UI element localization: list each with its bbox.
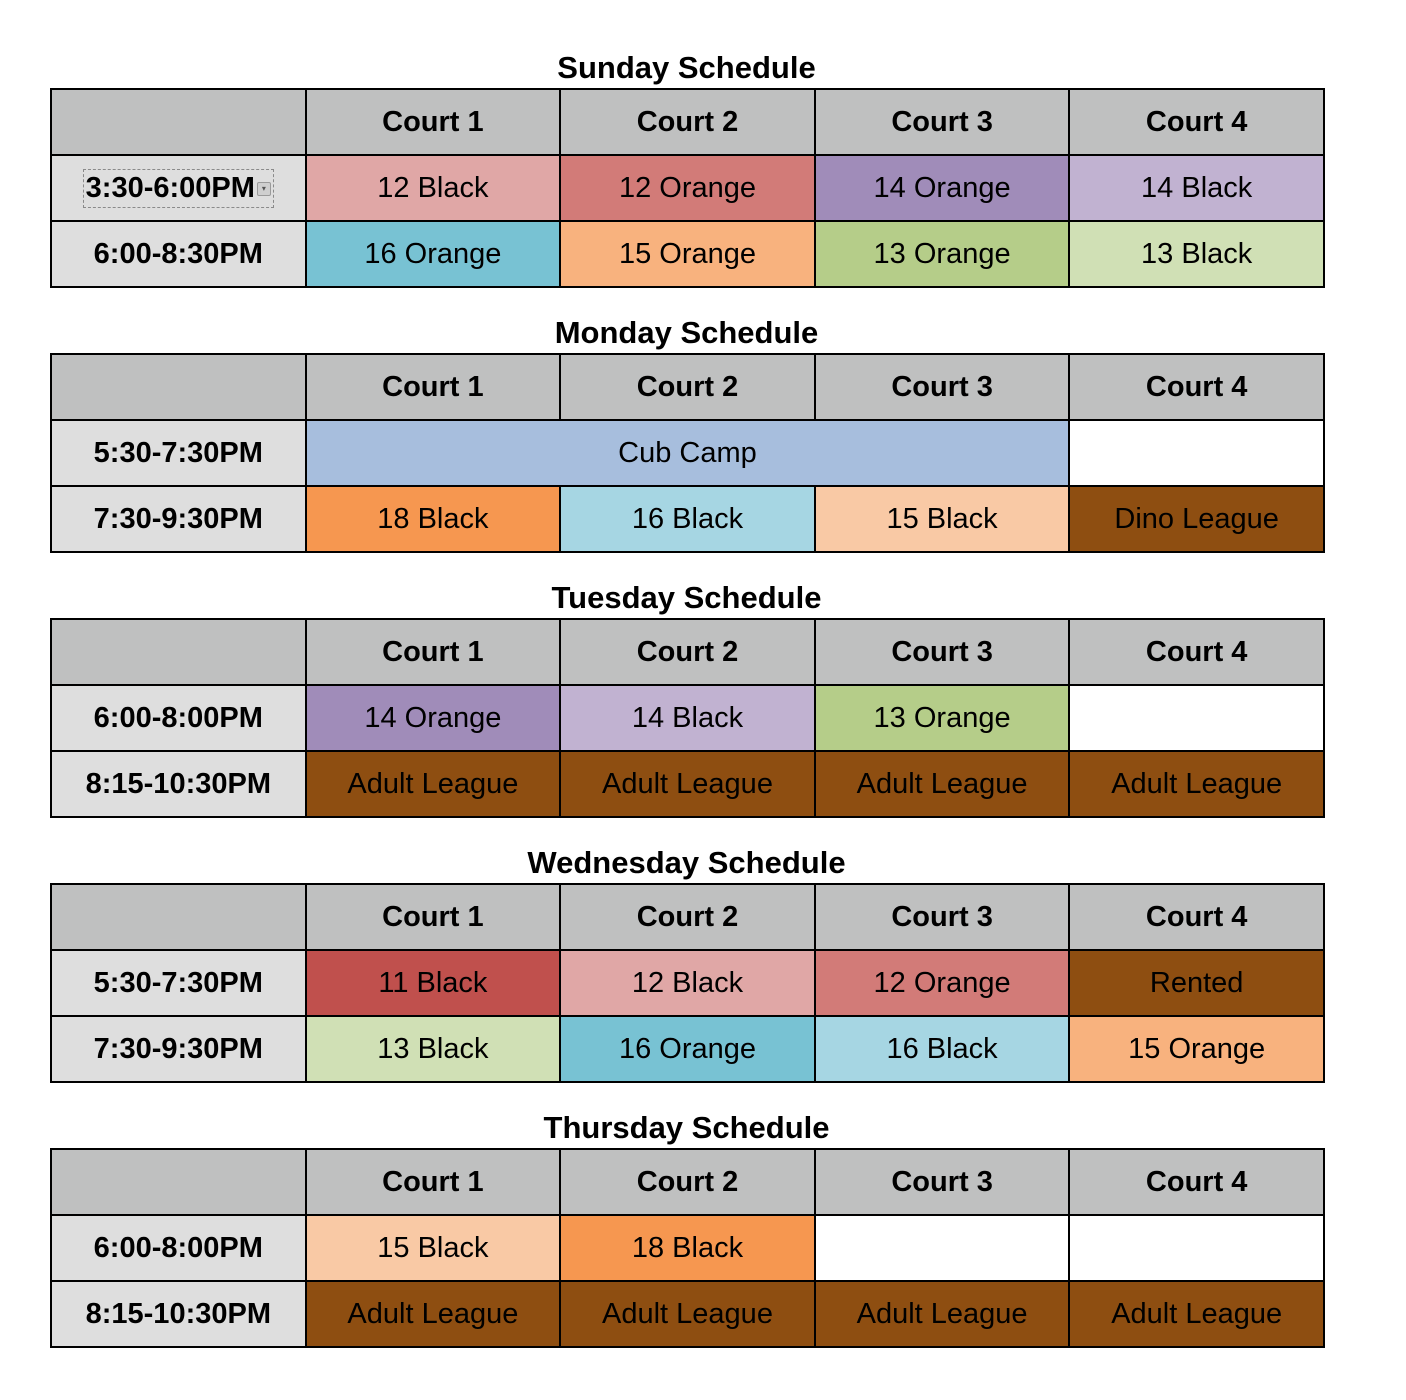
assignment-cell[interactable]: 14 Black (560, 685, 815, 751)
time-slot-cell[interactable]: 5:30-7:30PM (51, 950, 306, 1016)
time-slot-cell[interactable]: 8:15-10:30PM (51, 751, 306, 817)
court-header[interactable]: Court 2 (560, 619, 815, 685)
schedule-table (50, 1148, 1325, 1348)
court-header[interactable]: Court 2 (560, 89, 815, 155)
court-header[interactable]: Court 2 (560, 354, 815, 420)
schedule-table (50, 353, 1325, 553)
header-row (51, 1149, 1324, 1215)
court-header[interactable]: Court 4 (1069, 354, 1324, 420)
assignment-cell[interactable]: Adult League (560, 1281, 815, 1347)
court-header[interactable]: Court 1 (306, 354, 561, 420)
court-header[interactable]: Court 4 (1069, 884, 1324, 950)
time-slot-cell[interactable]: 6:00-8:00PM (51, 685, 306, 751)
court-header[interactable]: Court 1 (306, 1149, 561, 1215)
schedule-title: Wednesday Schedule (527, 845, 846, 880)
court-header[interactable]: Court 1 (306, 619, 561, 685)
schedule-title: Sunday Schedule (557, 50, 816, 85)
schedule-section (50, 1108, 1323, 1348)
assignment-cell[interactable]: 16 Orange (306, 221, 561, 287)
court-header[interactable]: Court 3 (815, 1149, 1070, 1215)
schedule-title: Thursday Schedule (543, 1110, 830, 1145)
assignment-cell[interactable]: 13 Black (306, 1016, 561, 1082)
court-header[interactable]: Court 1 (306, 89, 561, 155)
time-slot-row (51, 685, 1324, 751)
section-spacer (50, 818, 1323, 843)
assignment-cell[interactable]: Rented (1069, 950, 1324, 1016)
time-slot-cell[interactable]: 7:30-9:30PM (51, 486, 306, 552)
corner-cell[interactable] (51, 884, 306, 950)
time-slot-cell[interactable]: 8:15-10:30PM (51, 1281, 306, 1347)
schedule-title: Monday Schedule (554, 315, 819, 350)
time-slot-row (51, 155, 1324, 221)
schedule-document (50, 48, 1323, 1348)
time-slot-row (51, 420, 1324, 486)
assignment-cell[interactable]: 15 Orange (1069, 1016, 1324, 1082)
empty-cell[interactable] (1069, 1215, 1324, 1281)
assignment-cell[interactable]: 12 Orange (560, 155, 815, 221)
schedule-section (50, 843, 1323, 1108)
time-slot-cell[interactable] (51, 155, 306, 221)
assignment-cell[interactable]: 13 Orange (815, 685, 1070, 751)
court-header[interactable]: Court 4 (1069, 89, 1324, 155)
time-slot-cell[interactable]: 6:00-8:30PM (51, 221, 306, 287)
time-slot-row (51, 1016, 1324, 1082)
assignment-cell[interactable]: 12 Black (306, 155, 561, 221)
header-row (51, 884, 1324, 950)
assignment-cell[interactable]: Adult League (1069, 751, 1324, 817)
court-header[interactable]: Court 3 (815, 89, 1070, 155)
corner-cell[interactable] (51, 354, 306, 420)
assignment-cell[interactable]: 16 Black (815, 1016, 1070, 1082)
schedule-title: Tuesday Schedule (551, 580, 822, 615)
assignment-cell[interactable]: Dino League (1069, 486, 1324, 552)
dropdown-arrow-icon[interactable]: ▾ (257, 182, 271, 196)
empty-cell[interactable] (815, 1215, 1070, 1281)
schedule-section (50, 313, 1323, 578)
court-header[interactable]: Court 2 (560, 1149, 815, 1215)
header-row (51, 619, 1324, 685)
corner-cell[interactable] (51, 619, 306, 685)
section-spacer (50, 1083, 1323, 1108)
header-row (51, 89, 1324, 155)
assignment-cell[interactable]: 14 Black (1069, 155, 1324, 221)
assignment-cell[interactable]: Adult League (815, 751, 1070, 817)
time-dropdown[interactable] (83, 169, 274, 208)
schedule-table (50, 618, 1325, 818)
schedule-table (50, 883, 1325, 1083)
court-header[interactable]: Court 1 (306, 884, 561, 950)
assignment-cell[interactable]: Adult League (1069, 1281, 1324, 1347)
court-header[interactable]: Court 3 (815, 354, 1070, 420)
assignment-cell[interactable]: 13 Orange (815, 221, 1070, 287)
schedule-section (50, 578, 1323, 843)
corner-cell[interactable] (51, 1149, 306, 1215)
time-slot-row (51, 221, 1324, 287)
assignment-cell[interactable]: 12 Black (560, 950, 815, 1016)
empty-cell[interactable] (1069, 685, 1324, 751)
assignment-cell[interactable]: 15 Orange (560, 221, 815, 287)
corner-cell[interactable] (51, 89, 306, 155)
time-slot-row (51, 950, 1324, 1016)
assignment-cell[interactable]: 11 Black (306, 950, 561, 1016)
time-slot-cell[interactable]: 7:30-9:30PM (51, 1016, 306, 1082)
assignment-cell[interactable]: 18 Black (560, 1215, 815, 1281)
assignment-cell[interactable]: Adult League (306, 1281, 561, 1347)
section-spacer (50, 288, 1323, 313)
assignment-cell[interactable]: 15 Black (306, 1215, 561, 1281)
assignment-cell[interactable]: Adult League (560, 751, 815, 817)
time-slot-row (51, 486, 1324, 552)
assignment-cell[interactable]: 16 Black (560, 486, 815, 552)
assignment-cell[interactable]: Cub Camp (306, 420, 1070, 486)
header-row (51, 354, 1324, 420)
schedule-table (50, 88, 1325, 288)
court-header[interactable]: Court 3 (815, 884, 1070, 950)
assignment-cell[interactable]: 15 Black (815, 486, 1070, 552)
court-header[interactable]: Court 2 (560, 884, 815, 950)
assignment-cell[interactable]: 18 Black (306, 486, 561, 552)
time-slot-cell[interactable]: 5:30-7:30PM (51, 420, 306, 486)
assignment-cell[interactable]: 16 Orange (560, 1016, 815, 1082)
empty-cell[interactable] (1069, 420, 1324, 486)
assignment-cell[interactable]: 14 Orange (306, 685, 561, 751)
section-spacer (50, 553, 1323, 578)
assignment-cell[interactable]: 12 Orange (815, 950, 1070, 1016)
court-header[interactable]: Court 3 (815, 619, 1070, 685)
assignment-cell[interactable]: Adult League (815, 1281, 1070, 1347)
time-slot-cell[interactable]: 6:00-8:00PM (51, 1215, 306, 1281)
assignment-cell[interactable]: 13 Black (1069, 221, 1324, 287)
court-header[interactable]: Court 4 (1069, 619, 1324, 685)
time-slot-row (51, 751, 1324, 817)
court-header[interactable]: Court 4 (1069, 1149, 1324, 1215)
schedule-section (50, 48, 1323, 313)
time-slot-row (51, 1281, 1324, 1347)
assignment-cell[interactable]: 14 Orange (815, 155, 1070, 221)
time-slot-row (51, 1215, 1324, 1281)
assignment-cell[interactable]: Adult League (306, 751, 561, 817)
time-label: 3:30-6:00PM (85, 171, 255, 204)
